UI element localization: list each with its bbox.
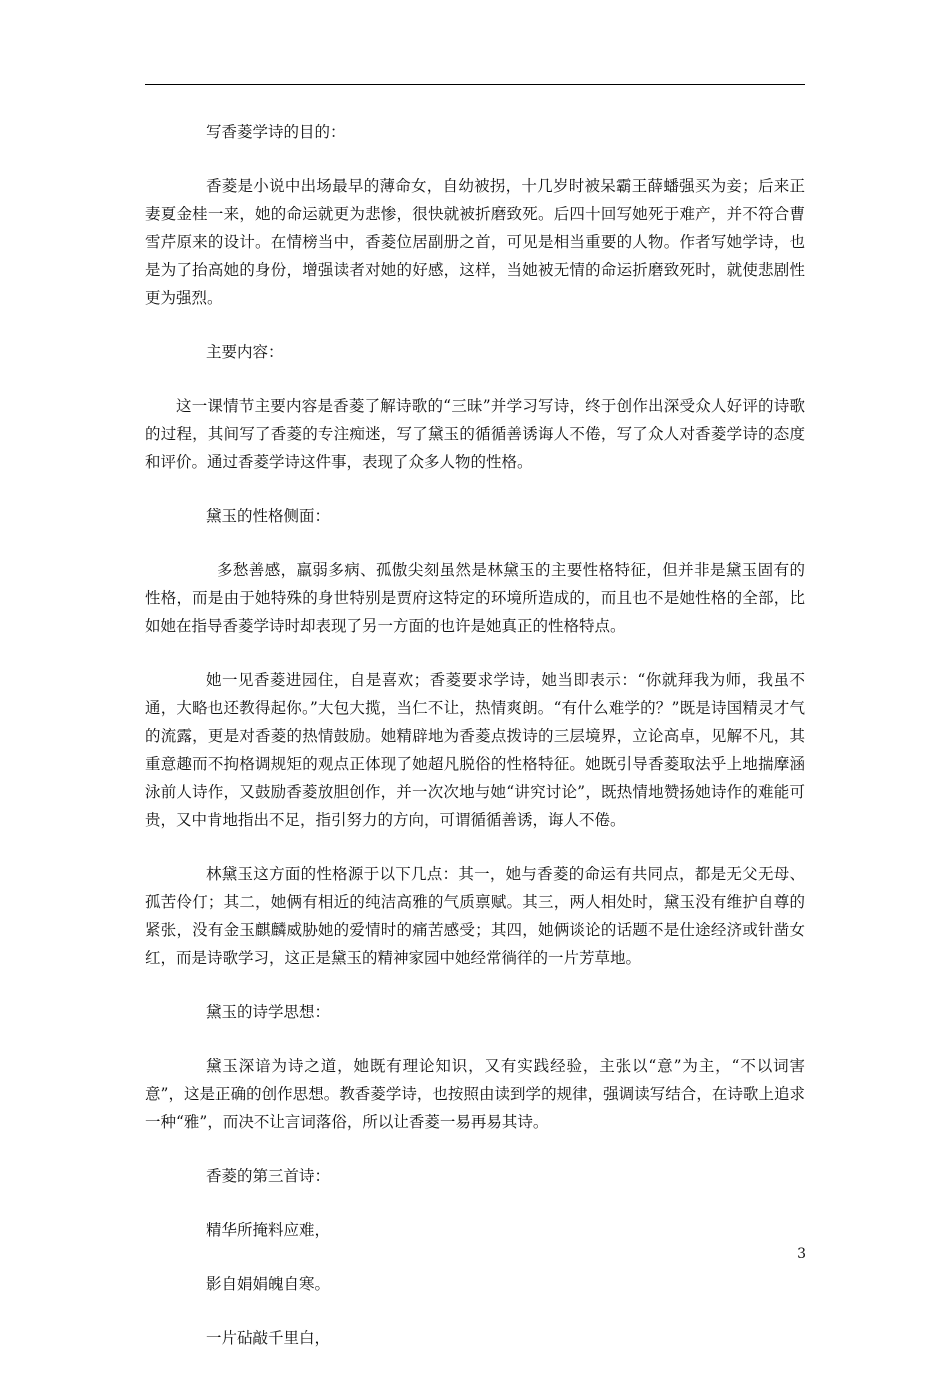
document-body xyxy=(145,118,805,1378)
paragraph-character-3: 林黛玉这方面的性格源于以下几点：其一，她与香菱的命运有共同点，都是无父无母、孤苦伶仃；其二，她俩有相近的纯洁高雅的气质禀赋。其三，两人相处时，黛玉没有维护自尊的紧张，没有金玉麒麟威胁她的爱情时的痛苦感受；其四，她俩谈论的话题不是仕途经济或针凿女红，而是诗歌学习，这正是黛玉的精神家园中她经常徜徉的一片芳草地。 xyxy=(145,865,805,967)
poem-line: 一片砧敲千里白， xyxy=(206,1329,331,1347)
paragraph-character-2: 她一见香菱进园住，自是喜欢；香菱要求学诗，她当即表示：“你就拜我为师，我虽不通，大略也还教得起你。”大包大揽，当仁不让，热情爽朗。“有什么难学的？”既是诗国精灵才气的流露，更是对香菱的热情鼓励。她精辟地为香菱点拨诗的三层境界，立论高卓，见解不凡，其重意趣而不拘格调规矩的观点正体现了她超凡脱俗的性格特征。她既引导香菱取法乎上地揣摩涵泳前人诗作，又鼓励香菱放胆创作，并一次次地与她“讲究讨论”，既热情地赞扬她诗作的难能可贵，又中肯地指出不足，指引努力的方向，可谓循循善诱，诲人不倦。 xyxy=(145,671,805,829)
header-rule xyxy=(145,84,805,85)
section-heading-purpose: 写香菱学诗的目的： xyxy=(206,123,346,141)
paragraph-poetics: 黛玉深谙为诗之道，她既有理论知识，又有实践经验，主张以“意”为主，“不以词害意”，这是正确的创作思想。教香菱学诗，也按照由读到学的规律，强调读写结合，在诗歌上追求一种“雅”，而决不让言词落俗，所以让香菱一易再易其诗。 xyxy=(145,1057,805,1131)
page-number: 3 xyxy=(797,1246,806,1262)
paragraph-character-1: 多愁善感，羸弱多病、孤傲尖刻虽然是林黛玉的主要性格特征，但并非是黛玉固有的性格，而是由于她特殊的身世特别是贾府这特定的环境所造成的，而且也不是她性格的全部，比如她在指导香菱学诗时却表现了另一方面的也许是她真正的性格特点。 xyxy=(145,561,805,635)
section-heading-content: 主要内容： xyxy=(206,343,284,361)
section-heading-poetics: 黛玉的诗学思想： xyxy=(206,1003,331,1021)
section-heading-character: 黛玉的性格侧面： xyxy=(206,507,331,525)
poem-line: 影自娟娟魄自寒。 xyxy=(206,1275,331,1293)
paragraph-purpose: 香菱是小说中出场最早的薄命女，自幼被拐，十几岁时被呆霸王薛蟠强买为妾；后来正妻夏金桂一来，她的命运就更为悲惨，很快就被折磨致死。后四十回写她死于难产，并不符合曹雪芹原来的设计。在情榜当中，香菱位居副册之首，可见是相当重要的人物。作者写她学诗，也是为了抬高她的身份，增强读者对她的好感，这样，当她被无情的命运折磨致死时，就使悲剧性更为强烈。 xyxy=(145,177,805,307)
poem-line: 精华所掩料应难， xyxy=(206,1221,331,1239)
section-heading-poem: 香菱的第三首诗： xyxy=(206,1167,331,1185)
paragraph-content: 这一课情节主要内容是香菱了解诗歌的“三昧”并学习写诗，终于创作出深受众人好评的诗歌的过程，其间写了香菱的专注痴迷，写了黛玉的循循善诱诲人不倦，写了众人对香菱学诗的态度和评价。通过香菱学诗这件事，表现了众多人物的性格。 xyxy=(145,397,805,471)
